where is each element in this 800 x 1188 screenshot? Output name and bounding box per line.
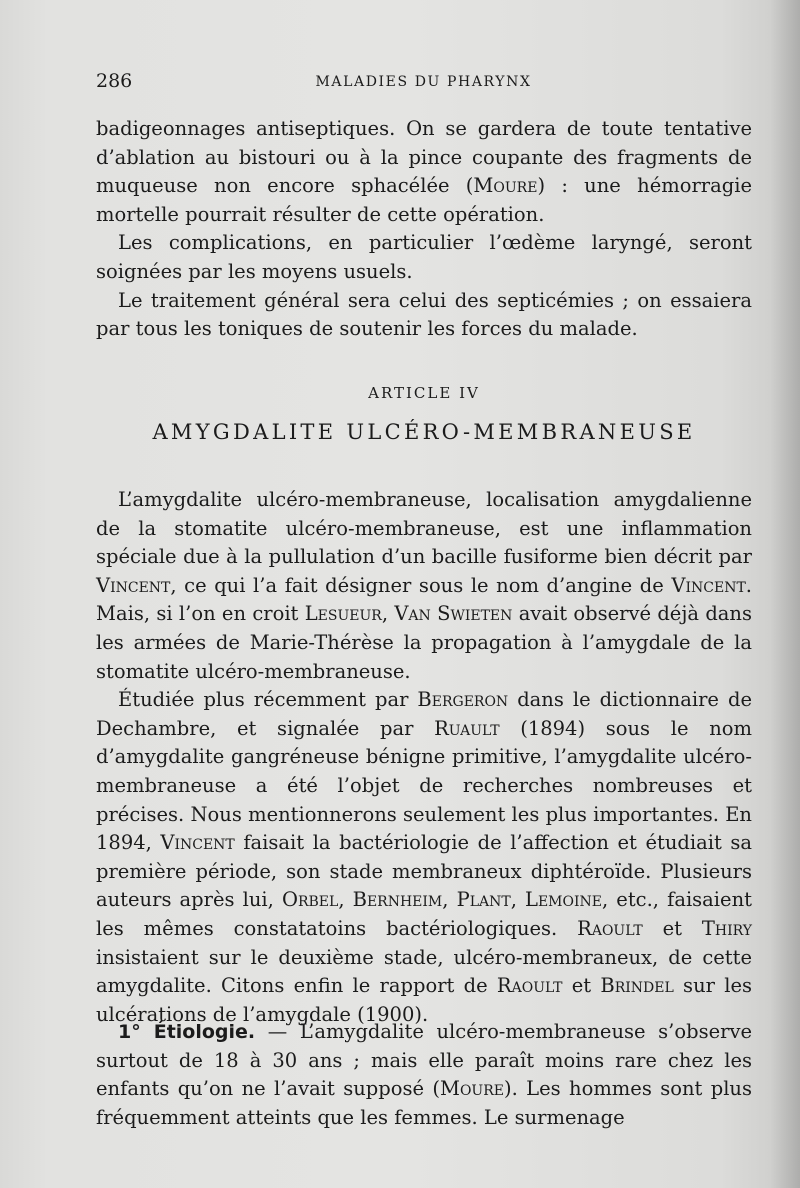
author-name: Lemoine (525, 888, 602, 912)
running-title: MALADIES DU PHARYNX (315, 74, 532, 90)
chapter-title: AMYGDALITE ULCÉRO-MEMBRANEUSE (152, 420, 696, 444)
author-name: Orbel (281, 888, 339, 912)
author-name: Van Swieten (394, 602, 513, 626)
article-label: ARTICLE IV (368, 384, 480, 402)
author-name: Moure (473, 174, 538, 198)
page-number: 286 (96, 70, 133, 92)
author-name: Bernheim (352, 888, 443, 912)
author-name: Thiry (701, 916, 752, 940)
paragraph: L’amygdalite ulcéro-membraneuse, localisation amygdalienne de la stomatite ulcéro-membraneuse, est une inflammation spéciale due à la pullulation d’un bacille fusiforme bien décrit par Vincent, ce qui l’a fait désigner sous le nom d’angine de Vincent. Mais, si l’on en croit Lesueur, Van Swieten avait observé déjà dans les armées de Marie-Thérèse la propagation à l’amygdale de la stomatite ulcéro-membraneuse. (96, 488, 752, 683)
page-header (96, 70, 751, 100)
paragraph: Étudiée plus récemment par Bergeron dans le dictionnaire de Dechambre, et signalée par Ruault (1894) sous le nom d’amygdalite gangréneuse bénigne primitive, l’amygdalite ulcéro-membraneuse a été l’objet de recherches nombreuses et précises. Nous mentionnerons seulement les plus importantes. En 1894, Vincent faisait la bactériologie de l’affection et étudiait sa première période, son stade membraneux diphtéroïde. Plusieurs auteurs après lui, Orbel, Bernheim, Plant, Lemoine, etc., faisaient les mêmes constatatoins bactériologiques. Raoult et Thiry insistaient sur le deuxième stade, ulcéro-membraneux, de cette amygdalite. Citons enfin le rapport de Raoult et Brindel sur les ulcérations de l’amygdale (1900). (96, 688, 752, 1026)
author-name: Moure (439, 1077, 504, 1101)
author-name: Vincent (160, 831, 235, 855)
author-name: Raoult (496, 974, 563, 998)
section-heading: 1° Étiologie. (118, 1021, 256, 1043)
author-name: Vincent (671, 573, 746, 597)
author-name: Raoult (577, 916, 643, 940)
paragraph: 1° Étiologie. — L’amygdalite ulcéro-membraneuse s’observe surtout de 18 à 30 ans ; mais elle paraît moins rare chez les enfants qu’on ne l’avait supposé (Moure). Les hommes sont plus fréquemment atteints que les femmes. Le surmenage (96, 1020, 753, 1129)
intro-text-block (96, 486, 752, 1029)
author-name: Brindel (600, 974, 674, 998)
author-name: Vincent (96, 573, 171, 597)
author-name: Plant (456, 888, 511, 912)
etiology-text-block (96, 1018, 752, 1132)
author-name: Ruault (434, 716, 500, 740)
paragraph: Le traitement général sera celui des septicémies ; on essaiera par tous les toniques de soutenir les forces du malade. (96, 288, 752, 341)
paragraph: Les complications, en particulier l’œdème laryngé, seront soignées par les moyens usuels. (96, 231, 752, 283)
author-name: Lesueur (304, 602, 382, 626)
author-name: Bergeron (417, 688, 509, 712)
top-text-block (96, 115, 752, 344)
paragraph: badigeonnages antiseptiques. On se gardera de toute tentative d’ablation au bistouri ou à la pince coupante des fragments de muqueuse non encore sphacélée (Moure) : une hémorragie mortelle pourrait résulter de cette opération. (96, 117, 752, 226)
